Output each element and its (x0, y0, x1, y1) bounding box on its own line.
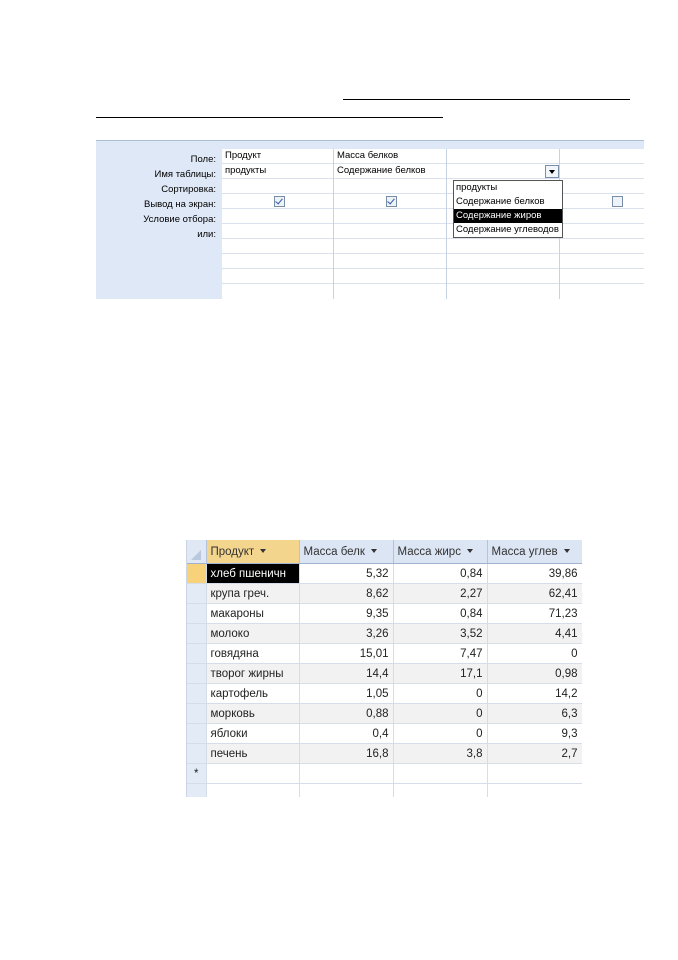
cell-fat[interactable]: 0 (393, 684, 487, 704)
select-all-corner[interactable] (187, 540, 206, 564)
label-criteria: Условие отбора: (143, 214, 216, 225)
table-row (187, 644, 582, 664)
show-checkbox[interactable] (612, 196, 623, 207)
new-cell[interactable] (393, 764, 487, 784)
empty-cell[interactable] (560, 239, 644, 254)
cell-product[interactable]: говядяна (206, 644, 299, 664)
row-selector[interactable] (187, 744, 206, 764)
cell-fat[interactable]: 0,84 (393, 604, 487, 624)
column-header-carbs[interactable]: Масса углев (487, 540, 582, 564)
show-cell (222, 194, 333, 209)
cell-carbs[interactable]: 0,98 (487, 664, 582, 684)
field-cell[interactable]: Масса белков (334, 149, 446, 164)
table-row (187, 584, 582, 604)
new-cell[interactable] (206, 764, 299, 784)
cell-carbs[interactable]: 4,41 (487, 624, 582, 644)
label-or: или: (197, 229, 216, 240)
table-combo[interactable] (447, 164, 559, 179)
empty-cell (393, 784, 487, 798)
empty-cell[interactable] (222, 269, 333, 284)
field-cell[interactable] (560, 149, 644, 164)
cell-fat[interactable]: 3,8 (393, 744, 487, 764)
cell-product[interactable]: печень (206, 744, 299, 764)
empty-row (187, 784, 582, 798)
sort-cell[interactable] (334, 179, 446, 194)
table-cell[interactable]: продукты (222, 164, 333, 179)
table-cell[interactable]: Содержание белков (334, 164, 446, 179)
cell-carbs[interactable]: 9,3 (487, 724, 582, 744)
row-selector[interactable] (187, 624, 206, 644)
row-selector[interactable] (187, 664, 206, 684)
table-row (187, 624, 582, 644)
table-row (187, 664, 582, 684)
empty-cell[interactable] (334, 254, 446, 269)
criteria-cell[interactable] (560, 209, 644, 224)
cell-product[interactable]: яблоки (206, 724, 299, 744)
dropdown-arrow-icon[interactable] (545, 165, 559, 178)
empty-cell[interactable] (447, 269, 559, 284)
cell-protein[interactable]: 3,26 (299, 624, 393, 644)
cell-fat[interactable]: 3,52 (393, 624, 487, 644)
new-cell[interactable] (487, 764, 582, 784)
cell-carbs[interactable]: 6,3 (487, 704, 582, 724)
row-selector[interactable] (187, 684, 206, 704)
cell-carbs[interactable]: 14,2 (487, 684, 582, 704)
dropdown-option[interactable]: продукты (456, 182, 498, 193)
cell-fat[interactable]: 2,27 (393, 584, 487, 604)
or-cell[interactable] (334, 224, 446, 239)
show-checkbox[interactable] (386, 196, 397, 207)
empty-cell[interactable] (222, 254, 333, 269)
sort-filter-arrow-icon[interactable] (564, 549, 570, 553)
show-cell (560, 194, 644, 209)
field-cell[interactable] (447, 149, 559, 164)
table-row (187, 564, 582, 584)
label-table: Имя таблицы: (154, 169, 216, 180)
row-selector[interactable] (187, 704, 206, 724)
empty-cell[interactable] (222, 239, 333, 254)
sort-filter-arrow-icon[interactable] (371, 549, 377, 553)
dropdown-option[interactable]: Содержание белков (456, 196, 545, 207)
cell-protein[interactable]: 1,05 (299, 684, 393, 704)
column-header-protein[interactable]: Масса белк (299, 540, 393, 564)
grid-columns (222, 149, 644, 299)
empty-cell[interactable] (447, 254, 559, 269)
table-row (187, 724, 582, 744)
empty-cell[interactable] (560, 254, 644, 269)
cell-product[interactable]: молоко (206, 624, 299, 644)
label-sort: Сортировка: (161, 184, 216, 195)
cell-protein[interactable]: 5,32 (299, 564, 393, 584)
sort-cell[interactable] (222, 179, 333, 194)
row-selector[interactable] (187, 584, 206, 604)
datasheet (186, 540, 582, 797)
empty-cell (206, 784, 299, 798)
empty-cell[interactable] (334, 239, 446, 254)
cell-product[interactable]: макароны (206, 604, 299, 624)
cell-protein[interactable]: 0,88 (299, 704, 393, 724)
sort-cell[interactable] (560, 179, 644, 194)
cell-protein[interactable]: 14,4 (299, 664, 393, 684)
underline-top (343, 99, 630, 100)
cell-protein[interactable]: 0,4 (299, 724, 393, 744)
or-cell[interactable] (222, 224, 333, 239)
cell-fat[interactable]: 0,84 (393, 564, 487, 584)
cell-carbs[interactable]: 0 (487, 644, 582, 664)
datasheet-table (187, 540, 582, 797)
new-record-row (187, 764, 582, 784)
grid-column-1 (222, 149, 334, 299)
column-header-product[interactable]: Продукт (206, 540, 299, 564)
new-cell[interactable] (299, 764, 393, 784)
cell-product[interactable]: хлеб пшеничн (206, 564, 299, 584)
row-labels (96, 152, 216, 242)
row-selector[interactable] (187, 724, 206, 744)
table-cell[interactable] (560, 164, 644, 179)
sort-filter-arrow-icon[interactable] (260, 549, 266, 553)
show-checkbox[interactable] (274, 196, 285, 207)
new-record-marker[interactable]: * (187, 764, 206, 784)
cell-carbs[interactable]: 2,7 (487, 744, 582, 764)
underline-bottom (96, 117, 443, 118)
cell-product[interactable]: морковь (206, 704, 299, 724)
row-selector[interactable] (187, 604, 206, 624)
table-row (187, 684, 582, 704)
cell-carbs[interactable]: 62,41 (487, 584, 582, 604)
label-show: Вывод на экран: (144, 199, 216, 210)
sort-filter-arrow-icon[interactable] (467, 549, 473, 553)
grid-column-4 (560, 149, 644, 299)
row-selector (187, 784, 206, 798)
empty-cell (299, 784, 393, 798)
cell-fat[interactable]: 7,47 (393, 644, 487, 664)
empty-cell[interactable] (447, 239, 559, 254)
cell-carbs[interactable]: 71,23 (487, 604, 582, 624)
empty-cell (487, 784, 582, 798)
cell-fat[interactable]: 0 (393, 704, 487, 724)
cell-product[interactable]: творог жирны (206, 664, 299, 684)
table-dropdown-list (453, 180, 563, 238)
cell-protein[interactable]: 16,8 (299, 744, 393, 764)
cell-product[interactable]: крупа греч. (206, 584, 299, 604)
empty-cell[interactable] (560, 269, 644, 284)
table-row (187, 604, 582, 624)
cell-carbs[interactable]: 39,86 (487, 564, 582, 584)
row-selector[interactable] (187, 564, 206, 584)
grid-column-2 (334, 149, 447, 299)
label-field: Поле: (190, 154, 216, 165)
empty-cell[interactable] (334, 269, 446, 284)
dropdown-option-selected[interactable]: Содержание жиров (454, 209, 562, 223)
table-row (187, 744, 582, 764)
show-cell (334, 194, 446, 209)
cell-product[interactable]: картофель (206, 684, 299, 704)
cell-protein[interactable]: 9,35 (299, 604, 393, 624)
cell-protein[interactable]: 8,62 (299, 584, 393, 604)
table-row (187, 704, 582, 724)
criteria-cell[interactable] (222, 209, 333, 224)
cell-protein[interactable]: 15,01 (299, 644, 393, 664)
criteria-cell[interactable] (334, 209, 446, 224)
cell-fat[interactable]: 0 (393, 724, 487, 744)
dropdown-option[interactable]: Содержание углеводов (456, 224, 559, 235)
row-selector[interactable] (187, 644, 206, 664)
cell-fat[interactable]: 17,1 (393, 664, 487, 684)
column-header-fat[interactable]: Масса жирс (393, 540, 487, 564)
or-cell[interactable] (560, 224, 644, 239)
field-cell[interactable]: Продукт (222, 149, 333, 164)
